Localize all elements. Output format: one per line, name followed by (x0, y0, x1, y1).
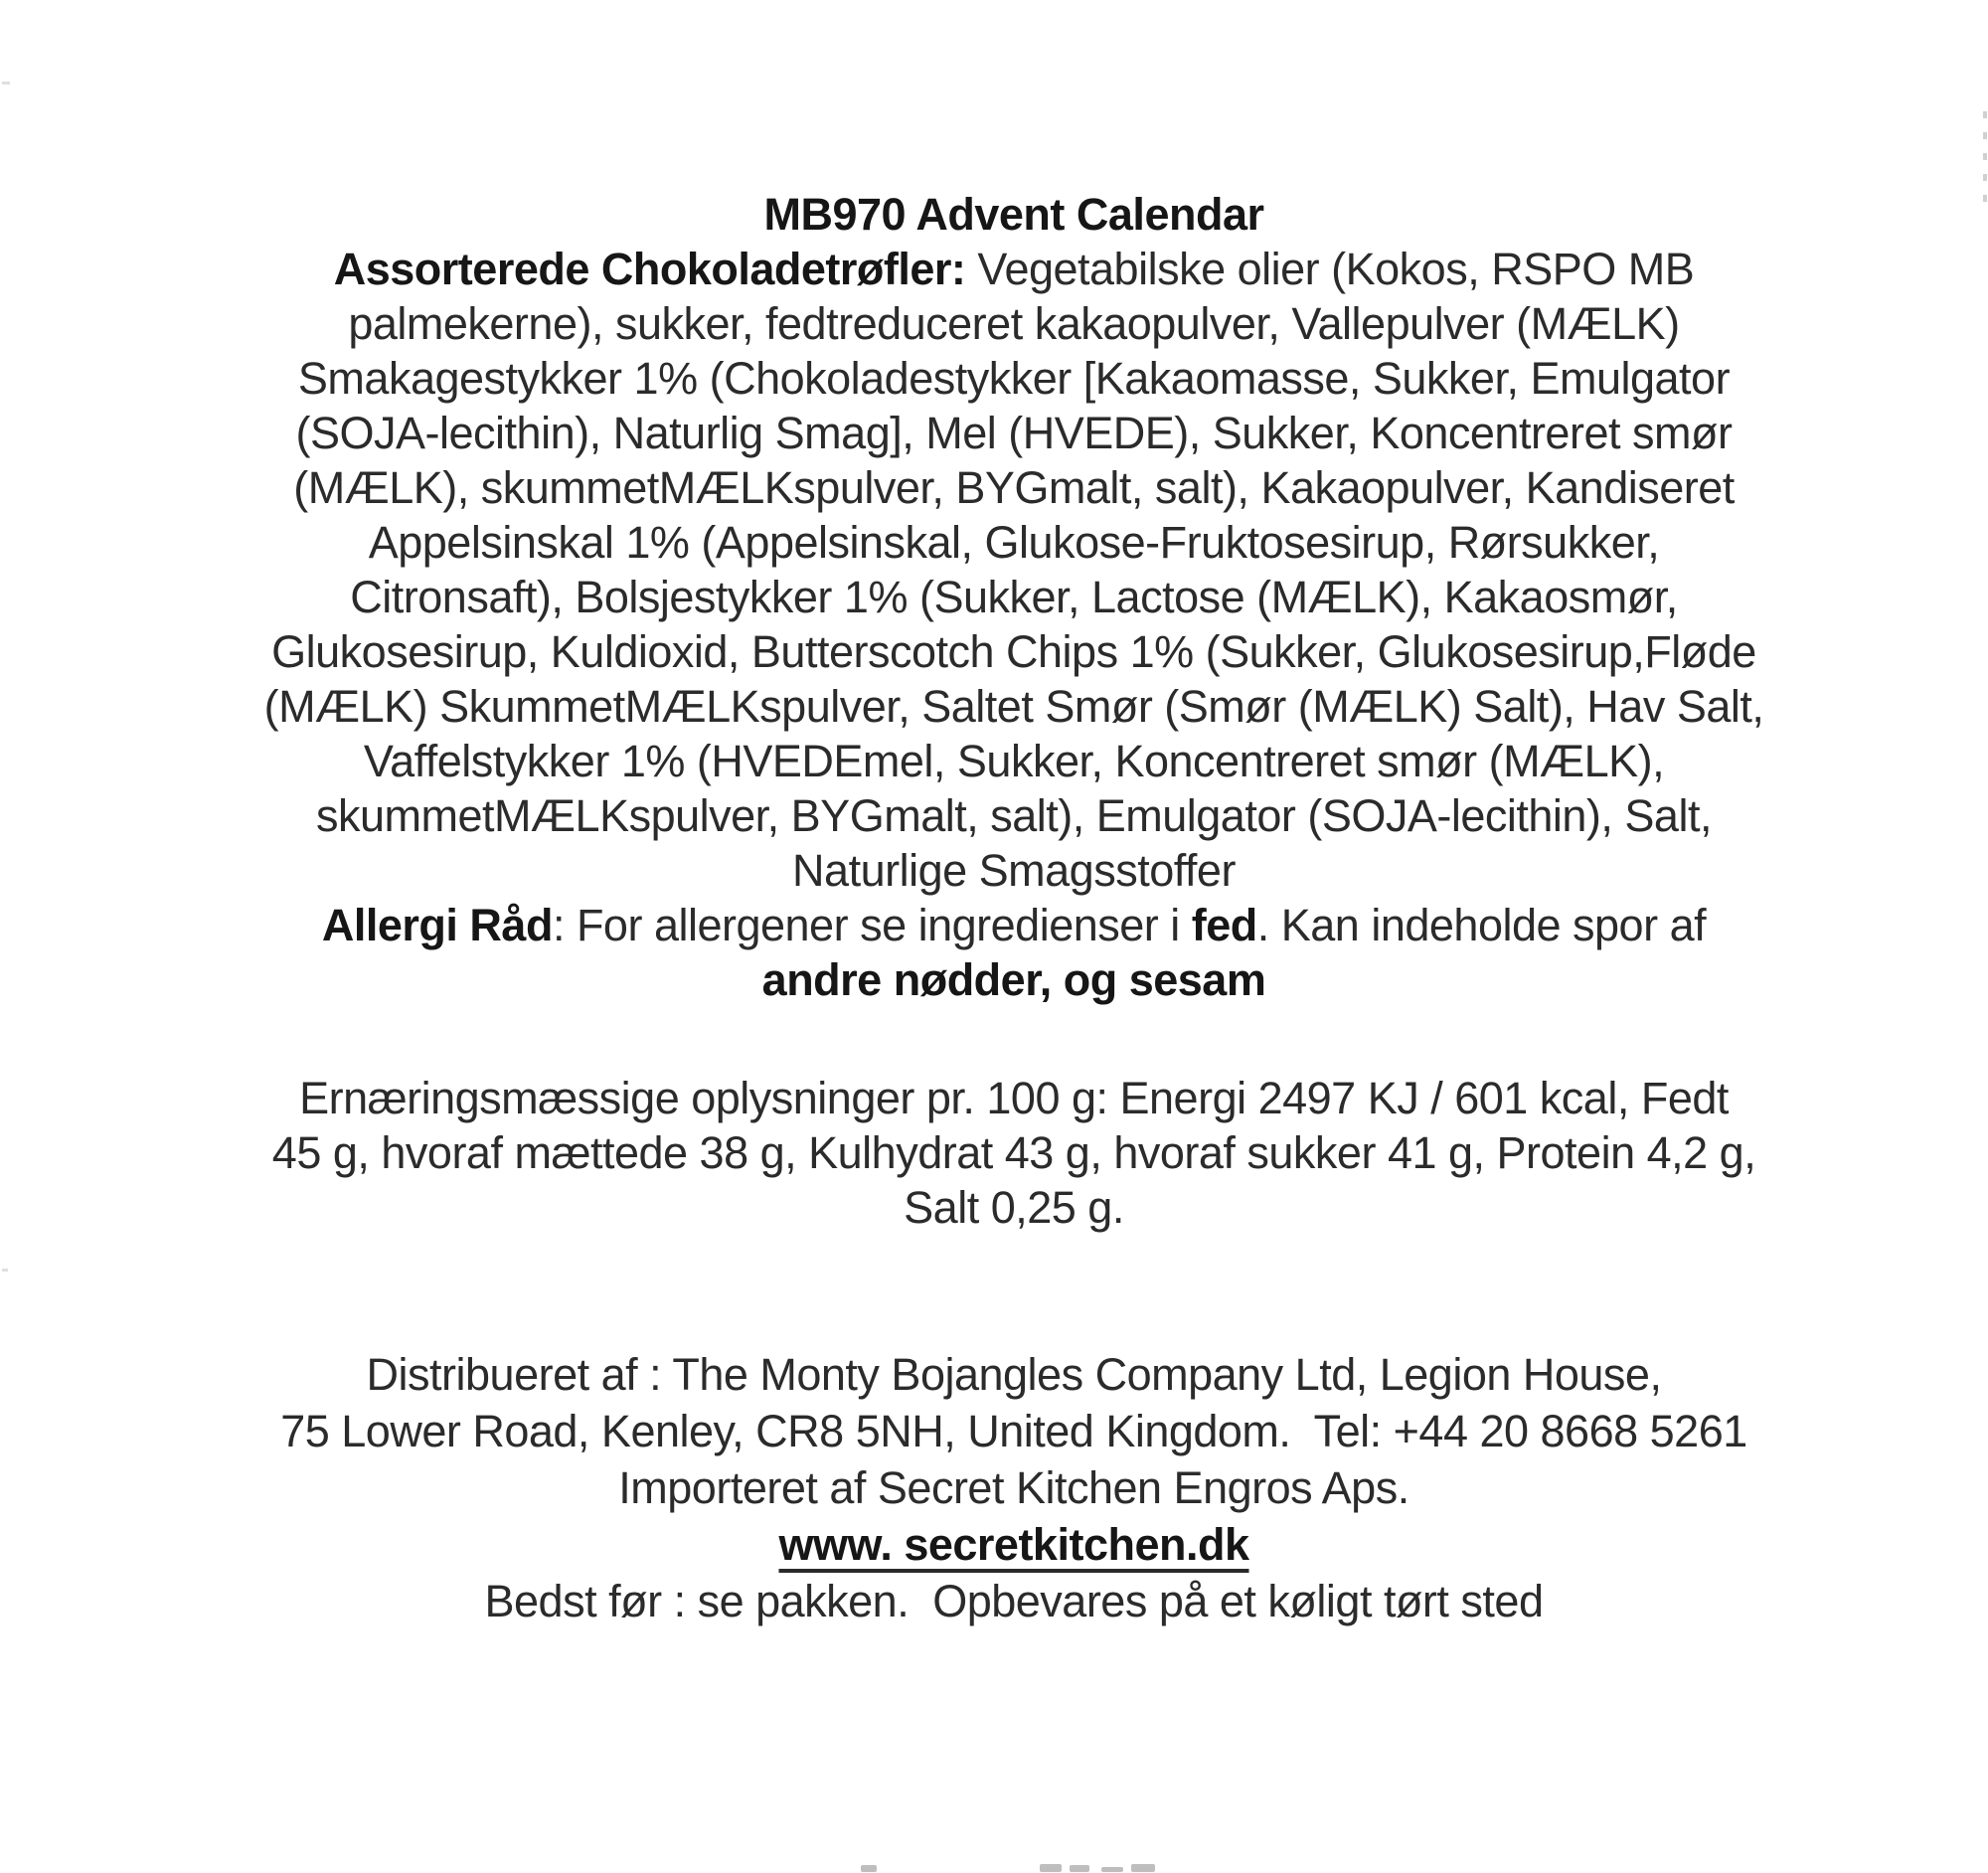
ingredients-line (70, 296, 1958, 351)
text-segment: (MÆLK) SkummetMÆLKspulver, Saltet Smør (Smør (MÆLK) Salt), Hav Salt, (263, 681, 1764, 732)
text-segment: palmekerne), sukker, fedtreduceret kakaopulver, Vallepulver (MÆLK) (348, 298, 1680, 349)
nutrition-line (70, 1180, 1958, 1235)
product-title (70, 187, 1958, 242)
ingredients-line (70, 515, 1958, 570)
ingredients-line (70, 242, 1958, 296)
text-segment: Ernæringsmæssige oplysninger pr. 100 g: Energi 2497 KJ / 601 kcal, Fedt (299, 1073, 1729, 1123)
distributor-address-line (70, 1403, 1958, 1459)
text-segment: Appelsinskal 1% (Appelsinskal, Glukose-Fruktosesirup, Rørsukker, (368, 517, 1660, 568)
cut-off-footer-artifact (0, 1861, 1988, 1873)
text-segment: (SOJA-lecithin), Naturlig Smag], Mel (HVEDE), Sukker, Koncentreret smør (295, 408, 1733, 458)
ingredients-line (70, 406, 1958, 460)
website-line (70, 1516, 1958, 1573)
text-segment: (MÆLK), skummetMÆLKspulver, BYGmalt, salt), Kakaopulver, Kandiseret (293, 462, 1735, 513)
ingredients-line (70, 788, 1958, 843)
scan-artifact-mark (1101, 1867, 1123, 1872)
ingredients-line (70, 460, 1958, 515)
text-segment: Vaffelstykker 1% (HVEDEmel, Sukker, Koncentreret smør (MÆLK), (363, 736, 1665, 786)
ingredients-line (70, 679, 1958, 734)
text-segment: www. secretkitchen.dk (778, 1519, 1249, 1570)
text-segment: Citronsaft), Bolsjestykker 1% (Sukker, Lactose (MÆLK), Kakaosmør, (350, 572, 1678, 622)
label-sheet (70, 0, 1958, 1629)
nutrition-block (70, 1071, 1958, 1235)
scan-edge-artifact (2, 1269, 8, 1272)
scan-edge-artifact (2, 82, 10, 85)
storage-line (70, 1573, 1958, 1629)
text-segment: MB970 Advent Calendar (763, 189, 1264, 240)
importer-line (70, 1459, 1958, 1516)
text-segment: Allergi Råd (321, 900, 553, 950)
text-segment: Naturlige Smagsstoffer (792, 845, 1236, 896)
text-segment: Smakagestykker 1% (Chokoladestykker [Kakaomasse, Sukker, Emulgator (297, 353, 1731, 404)
text-segment: skummetMÆLKspulver, BYGmalt, salt), Emulgator (SOJA-lecithin), Salt, (316, 790, 1712, 841)
ingredients-line (70, 570, 1958, 624)
ingredients-line (70, 843, 1958, 898)
nutrition-line (70, 1071, 1958, 1125)
scan-artifact-mark (1131, 1864, 1155, 1872)
text-segment: Assorterede Chokoladetrøfler: (333, 244, 966, 294)
nutrition-line (70, 1125, 1958, 1180)
allergy-advice-line (70, 898, 1958, 952)
ingredients-line (70, 624, 1958, 679)
text-segment: fed (1191, 900, 1257, 950)
text-segment: Vegetabilske olier (Kokos, RSPO MB (965, 244, 1695, 294)
distribution-block (70, 1346, 1958, 1629)
text-segment: Salt 0,25 g. (904, 1182, 1124, 1233)
ingredients-line (70, 351, 1958, 406)
ingredients-and-allergy-block (70, 187, 1958, 1007)
text-segment: Bedst før : se pakken. Opbevares på et køligt tørt sted (484, 1576, 1544, 1626)
distributor-line (70, 1346, 1958, 1403)
text-segment: . Kan indeholde spor af (1256, 900, 1707, 950)
scan-artifact-mark (1040, 1864, 1062, 1872)
text-segment: 75 Lower Road, Kenley, CR8 5NH, United Kingdom. Tel: +44 20 8668 5261 (280, 1406, 1747, 1456)
text-segment: : For allergener se ingredienser i (552, 900, 1192, 950)
scan-edge-artifact (1983, 111, 1987, 211)
text-segment: Importeret af Secret Kitchen Engros Aps. (618, 1462, 1409, 1513)
scan-artifact-mark (861, 1865, 877, 1872)
scan-artifact-mark (1070, 1865, 1089, 1872)
ingredients-line (70, 734, 1958, 788)
text-segment: 45 g, hvoraf mættede 38 g, Kulhydrat 43 g, hvoraf sukker 41 g, Protein 4,2 g, (271, 1127, 1756, 1178)
text-segment: Distribueret af : The Monty Bojangles Company Ltd, Legion House, (366, 1349, 1662, 1400)
allergy-advice-line (70, 952, 1958, 1007)
text-segment: Glukosesirup, Kuldioxid, Butterscotch Chips 1% (Sukker, Glukosesirup,Fløde (271, 626, 1756, 677)
text-segment: andre nødder, og sesam (761, 954, 1266, 1005)
